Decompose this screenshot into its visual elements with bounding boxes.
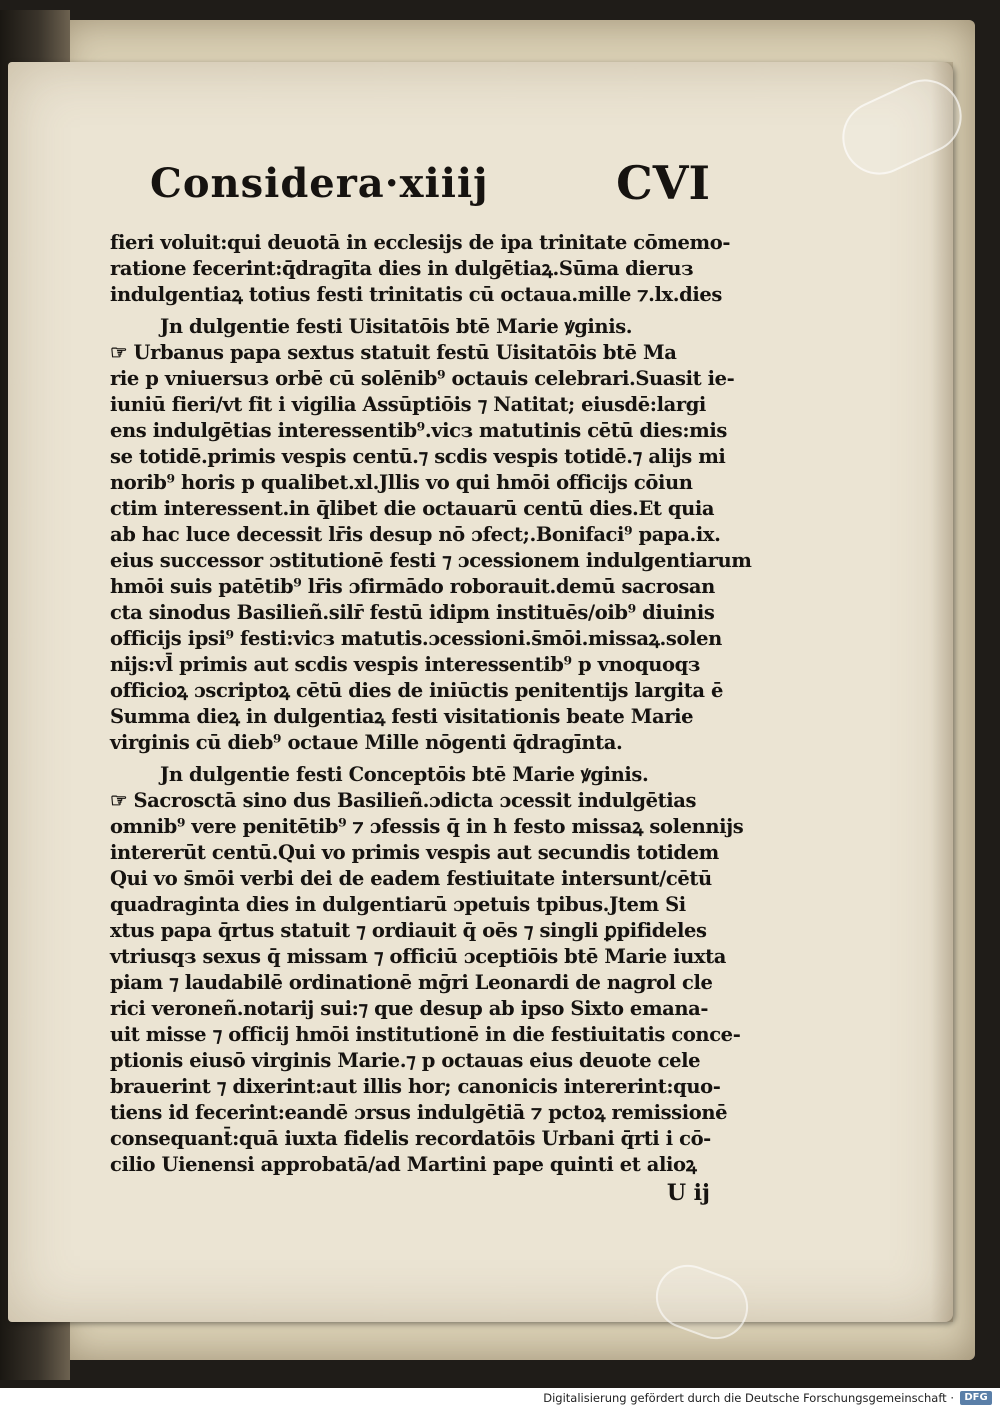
text-line: officioꝝ ɔscriptoꝝ cētū dies de iniūctis penitentijs largita ē xyxy=(110,679,724,702)
text-line: Summa dieꝝ in dulgentiaꝝ festi visitationis beate Marie xyxy=(110,705,694,728)
text-line: omnib⁹ vere penitētib⁹ ⁊ ɔfessis q̄ in h festo missaꝝ solennijs xyxy=(110,815,744,838)
text-line: rici veroneñ.notarij sui:⁊ que desup ab ipso Sixto emana- xyxy=(110,997,709,1020)
text-line: piam ⁊ laudabilē ordinationē mḡri Leonardi de nagrol cle xyxy=(110,971,713,994)
text-line: tiens id fecerint:eandē ɔrsus indulgētiā ⁊ pctoꝝ remissionē xyxy=(110,1101,728,1124)
text-line: ptionis eiusō virginis Marie.⁊ p octauas eius deuote cele xyxy=(110,1049,701,1072)
text-line: ratione fecerint:q̄dragīta dies in dulgētiaꝝ.Sūma dieruз xyxy=(110,257,694,280)
text-line: rie p vniuersuз orbē cū solēnib⁹ octauis celebrari.Suasit ie- xyxy=(110,367,735,390)
page-edge-shadow xyxy=(931,62,953,1322)
text-line: quadraginta dies in dulgentiarū ɔpetuis tpibus.Jtem Si xyxy=(110,893,686,916)
section-heading: Jn dulgentie festi Uisitatōis btē Marie ꝟginis. xyxy=(160,315,633,338)
text-line: ab hac luce decessit lr̄is desup nō ɔfect;.Bonifaci⁹ papa.ix. xyxy=(110,523,721,546)
signature-mark: U ij xyxy=(666,1180,710,1206)
text-line: ctim interessent.in q̄libet die octauarū centū dies.Et quia xyxy=(110,497,715,520)
text-line: cta sinodus Basilieñ.silr̄ festū idipm instituēs/oib⁹ diuinis xyxy=(110,601,715,624)
funding-notice: Digitalisierung gefördert durch die Deutsche Forschungsgemeinschaft · xyxy=(543,1391,954,1405)
text-line: xtus papa q̄rtus statuit ⁊ ordiauit q̄ oēs ⁊ singli ꝑpifideles xyxy=(110,919,707,942)
page-header xyxy=(110,156,720,230)
text-line: iuniū fieri/vt fit i vigilia Assūptiōis ⁊ Natitat; eiusdē:largi xyxy=(110,393,706,416)
text-line: se totidē.primis vespis centū.⁊ scdis vespis totidē.⁊ alijs mi xyxy=(110,445,726,468)
text-line: norib⁹ horis p qualibet.xl.Jllis vo qui hmōi officijs cōiun xyxy=(110,471,693,494)
text-line: indulgentiaꝝ totius festi trinitatis cū octaua.mille ⁊.lx.dies xyxy=(110,283,722,306)
text-line: uit misse ⁊ officij hmōi institutionē in die festiuitatis conce- xyxy=(110,1023,741,1046)
text-line: Qui vo s̄mōi verbi dei de eadem festiuitate intersunt/cētū xyxy=(110,867,712,890)
section-heading: Jn dulgentie festi Conceptōis btē Marie ꝟginis. xyxy=(160,763,649,786)
text-line: virginis cū dieb⁹ octaue Mille nōgenti q̄dragīnta. xyxy=(110,731,623,754)
dfg-logo: DFG xyxy=(960,1391,992,1405)
folio-number: CVI xyxy=(616,156,710,210)
text-line: fieri voluit:qui deuotā in ecclesijs de ipa trinitate cōmemo- xyxy=(110,231,731,254)
text-line: intererūt centū.Qui vo primis vespis aut secundis totidem xyxy=(110,841,719,864)
running-title: Considera·xiiij xyxy=(150,160,489,207)
text-line: ens indulgētias interessentib⁹.vicз matutinis cētū dies:mis xyxy=(110,419,727,442)
text-line: eius successor ɔstitutionē festi ⁊ ɔcessionem indulgentiarum xyxy=(110,549,752,572)
text-line: brauerint ⁊ dixerint:aut illis hor; canonicis intererint:quo- xyxy=(110,1075,721,1098)
text-line: vtriusqз sexus q̄ missam ⁊ officiū ɔceptiōis btē Marie iuxta xyxy=(110,945,726,968)
footer-bar xyxy=(0,1388,1000,1408)
text-line: consequant̄:quā iuxta fidelis recordatōis Urbani q̄rti i cō- xyxy=(110,1127,711,1150)
text-line: ☞ Sacrosctā sino dus Basilieñ.ɔdicta ɔcessit indulgētias xyxy=(110,789,697,812)
text-line: hmōi suis patētib⁹ lr̄is ɔfirmādo roborauit.demū sacrosan xyxy=(110,575,715,598)
text-line: officijs ipsi⁹ festi:vicз matutis.ɔcessioni.s̄mōi.missaꝝ.solen xyxy=(110,627,722,650)
text-line: nijs:vl̄ primis aut scdis vespis interessentib⁹ p vnoquoqз xyxy=(110,653,700,676)
text-block xyxy=(110,156,752,1208)
text-line: ☞ Urbanus papa sextus statuit festū Uisitatōis btē Ma xyxy=(110,341,677,364)
text-line: cilio Uienensi approbatā/ad Martini pape quinti et alioꝝ xyxy=(110,1153,697,1176)
